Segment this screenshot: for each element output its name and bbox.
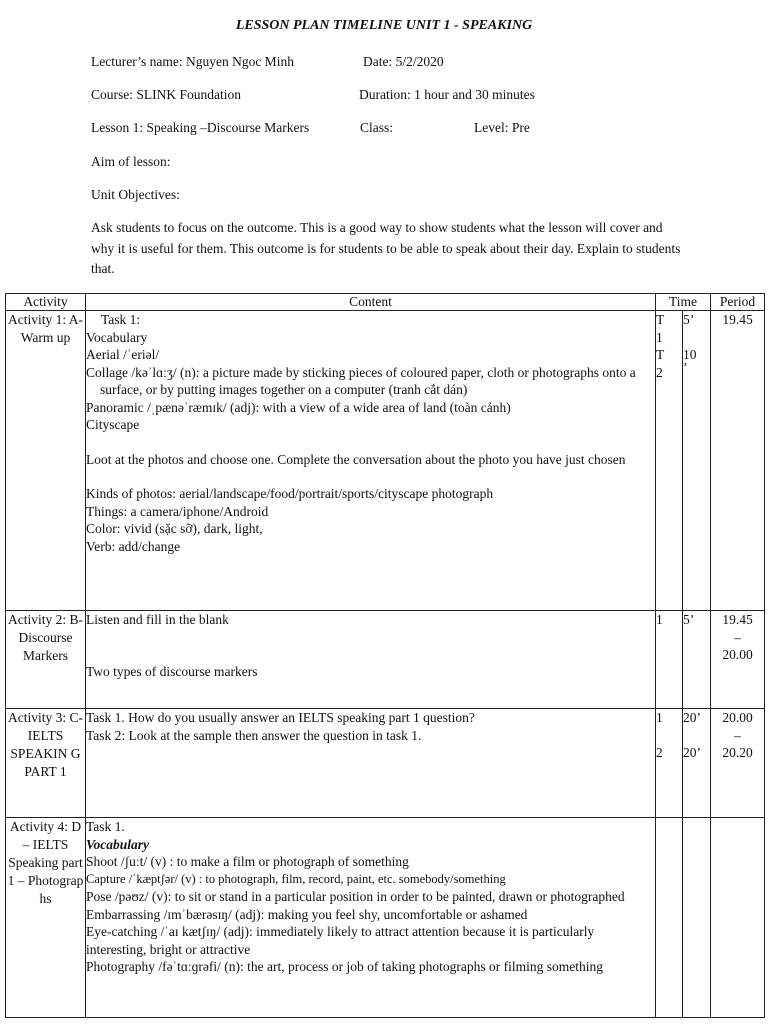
period-value: – bbox=[734, 629, 741, 645]
content-cell bbox=[86, 709, 656, 818]
lesson-plan-table bbox=[5, 293, 765, 1018]
minutes-cell bbox=[683, 818, 711, 1018]
content-line bbox=[86, 646, 655, 663]
content-cell bbox=[86, 818, 656, 1018]
content-line: Capture /ˈkæptʃər/ (v) : to photograph, film, record, paint, etc. somebody/something bbox=[86, 871, 506, 886]
task-number-cell bbox=[656, 709, 683, 818]
content-line: Pose /pəʊz/ (v): to sit or stand in a particular position in order to be painted, drawn or photographed bbox=[86, 889, 625, 904]
content-cell bbox=[86, 311, 656, 611]
content-cell bbox=[86, 611, 656, 709]
table-row bbox=[6, 818, 765, 1018]
table-header-row bbox=[6, 294, 765, 311]
minutes-mark: 10 bbox=[683, 346, 697, 362]
period-value: 19.45 bbox=[722, 612, 753, 627]
content-line: Task 2: Look at the sample then answer the question in task 1. bbox=[86, 727, 422, 743]
task-mark: T bbox=[656, 312, 665, 327]
content-line bbox=[86, 434, 655, 451]
content-line: Verb: add/change bbox=[86, 538, 181, 554]
period-value: 19.45 bbox=[722, 312, 753, 327]
class-label: Class: bbox=[360, 120, 394, 135]
vocabulary-heading: Vocabulary bbox=[86, 836, 150, 852]
header-activity: Activity bbox=[6, 294, 86, 311]
content-line: Loot at the photos and choose one. Complete the conversation about the photo you have just chosen bbox=[86, 451, 626, 467]
content-line: Cityscape bbox=[86, 417, 140, 432]
content-line bbox=[86, 629, 655, 646]
minutes-mark bbox=[683, 329, 710, 346]
lecturer-name: Lecturer’s name: Nguyen Ngoc Minh bbox=[91, 54, 294, 69]
aim-label: Aim of lesson: bbox=[91, 154, 171, 169]
lesson-name: Lesson 1: Speaking –Discourse Markers bbox=[91, 120, 310, 135]
period-cell bbox=[711, 709, 765, 818]
minutes-mark: 5’ bbox=[683, 312, 695, 327]
activity-cell: Activity 3: C- IELTS SPEAKIN G PART 1 bbox=[6, 709, 86, 818]
task-mark: 1 bbox=[656, 329, 663, 345]
minutes-mark: 20’ bbox=[683, 744, 701, 760]
minutes-cell bbox=[683, 709, 711, 818]
content-line: Color: vivid (sặc sỡ), dark, light, bbox=[86, 521, 263, 536]
content-line: Task 1: bbox=[101, 312, 141, 327]
table-row bbox=[6, 709, 765, 818]
content-line: Two types of discourse markers bbox=[86, 663, 258, 679]
minutes-cell bbox=[683, 311, 711, 611]
content-line: Photography /fəˈtɑːɡrəfi/ (n): the art, process or job of taking photographs or filming something bbox=[86, 959, 603, 974]
lesson-duration: Duration: 1 hour and 30 minutes bbox=[359, 87, 535, 102]
content-line: Task 1. bbox=[86, 819, 125, 834]
intro-paragraph: Ask students to focus on the outcome. This is a good way to show students what the lesson will cover and why it is useful for them. This outcome is for students to be able to speak about their day. Explain to students that. bbox=[91, 220, 681, 276]
table-row bbox=[6, 311, 765, 611]
activity-cell: Activity 2: B- Discourse Markers bbox=[6, 611, 86, 709]
activity-cell: Activity 1: A- Warm up bbox=[6, 311, 86, 611]
content-line bbox=[86, 468, 655, 485]
minutes-cell bbox=[683, 611, 711, 709]
activity-cell: Activity 4: D – IELTS Speaking part 1 – Photograp hs bbox=[6, 818, 86, 1018]
content-line: Kinds of photos: aerial/landscape/food/portrait/sports/cityscape photograph bbox=[86, 486, 494, 501]
task-mark: T bbox=[656, 347, 665, 362]
lesson-date: Date: 5/2/2020 bbox=[363, 54, 444, 69]
period-cell bbox=[711, 311, 765, 611]
content-line: Aerial /ˈeriəl/ bbox=[86, 347, 160, 362]
content-line: Panoramic /ˌpænəˈræmɪk/ (adj): with a view of a wide area of land (toàn cảnh) bbox=[86, 399, 511, 415]
task-number-cell bbox=[656, 311, 683, 611]
table-row bbox=[6, 611, 765, 709]
period-value: 20.20 bbox=[722, 745, 753, 760]
content-line: Embarrassing /ɪmˈbærəsɪŋ/ (adj): making you feel shy, uncomfortable or ashamed bbox=[86, 906, 528, 922]
period-value: 20.00 bbox=[722, 647, 753, 662]
document-title: LESSON PLAN TIMELINE UNIT 1 - SPEAKING bbox=[235, 18, 533, 33]
content-line: Vocabulary bbox=[86, 329, 148, 345]
task-mark: 2 bbox=[656, 364, 663, 380]
header-content: Content bbox=[86, 294, 656, 311]
task-mark: 1 bbox=[656, 710, 663, 725]
objectives-label: Unit Objectives: bbox=[91, 187, 180, 202]
header-time: Time bbox=[656, 294, 711, 311]
task-mark: 1 bbox=[656, 612, 663, 627]
course-name: Course: SLINK Foundation bbox=[91, 87, 241, 102]
task-mark bbox=[656, 727, 682, 744]
task-number-cell bbox=[656, 611, 683, 709]
minutes-mark bbox=[683, 727, 710, 744]
minutes-mark: 5’ bbox=[683, 612, 695, 627]
header-period: Period bbox=[711, 294, 765, 311]
minutes-mark: 20’ bbox=[683, 710, 701, 725]
minutes-mark: ’ bbox=[683, 360, 688, 375]
period-value: 20.00 bbox=[722, 710, 753, 725]
content-line: Eye-catching /ˈaɪ kætʃɪŋ/ (adj): immediately likely to attract attention because it is particularly interesting, bright or attractive bbox=[86, 924, 595, 957]
content-line: Collage /kəˈlɑːʒ/ (n): a picture made by sticking pieces of coloured paper, cloth or photographs onto a surface, or by putting images together on a computer (tranh cắt dán) bbox=[86, 364, 636, 397]
content-line: Shoot /ʃuːt/ (v) : to make a film or photograph of something bbox=[86, 854, 409, 869]
level-label: Level: Pre bbox=[474, 120, 530, 135]
period-value: – bbox=[734, 727, 741, 743]
task-mark: 2 bbox=[656, 744, 663, 760]
task-number-cell bbox=[656, 818, 683, 1018]
period-cell bbox=[711, 818, 765, 1018]
content-line: Things: a camera/iphone/Android bbox=[86, 503, 269, 519]
content-line: Listen and fill in the blank bbox=[86, 612, 229, 627]
period-cell bbox=[711, 611, 765, 709]
content-line: Task 1. How do you usually answer an IELTS speaking part 1 question? bbox=[86, 710, 475, 725]
